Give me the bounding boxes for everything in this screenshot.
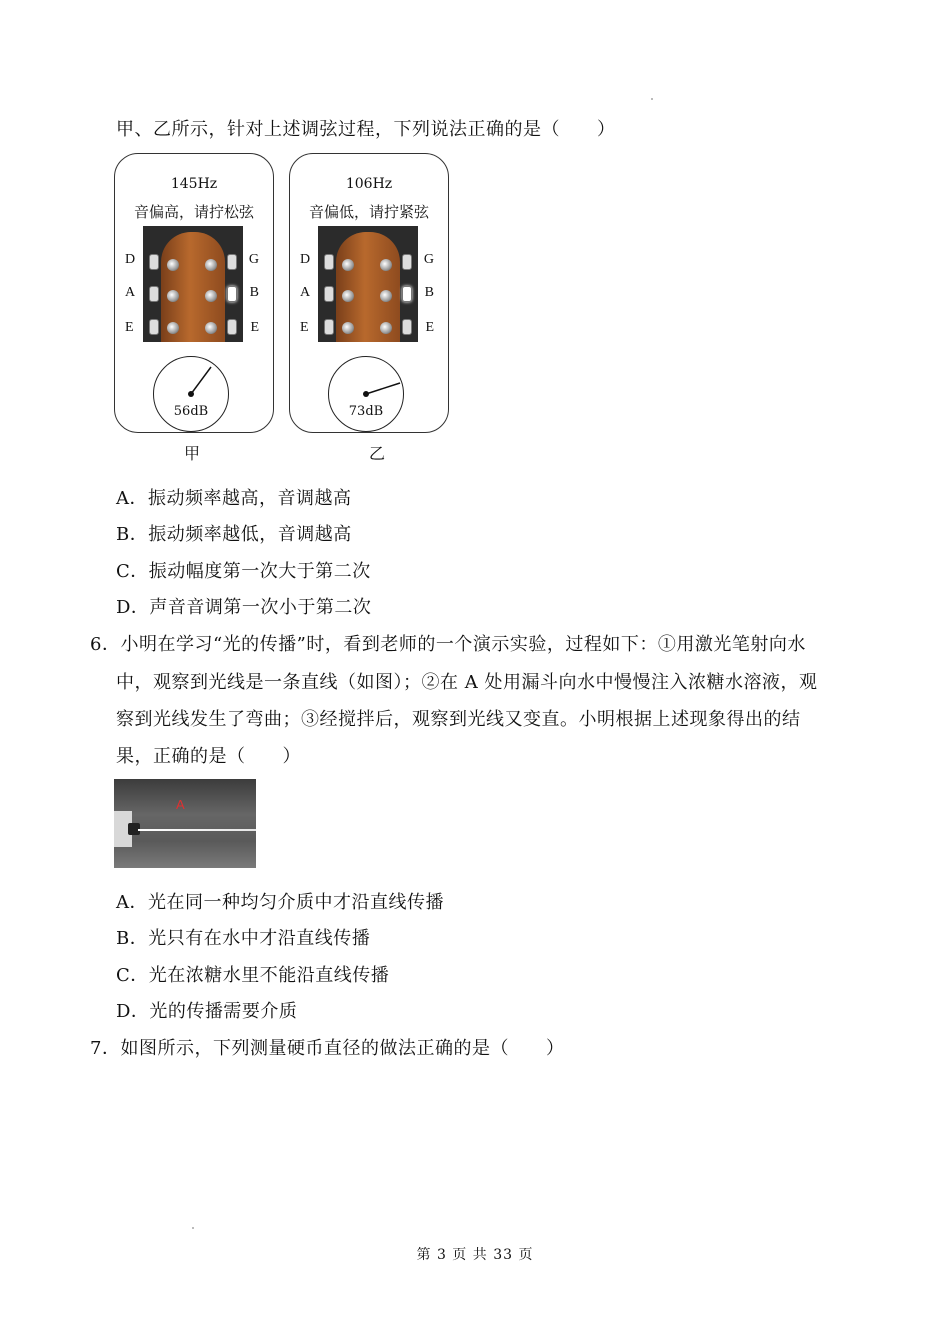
- tuner-message: 音偏低，请拧紧弦: [308, 203, 429, 221]
- string-label: G: [248, 252, 259, 267]
- frequency-readout: 145Hz: [170, 176, 218, 192]
- q6-option-a: A．光在同一种均匀介质中才沿直线传播: [116, 892, 444, 913]
- string-label: E: [250, 320, 259, 335]
- q6-stem-line: 中，观察到光线是一条直线（如图）；②在 A 处用漏斗向水中慢慢注入浓糖水溶液，观: [116, 672, 818, 693]
- q6-stem-line: 察到光线发生了弯曲；③经搅拌后，观察到光线又变直。小明根据上述现象得出的结: [116, 709, 801, 730]
- figure-caption-jia: 甲: [184, 444, 201, 463]
- string-label: B: [424, 285, 434, 300]
- tuner-message: 音偏高，请拧松弦: [133, 203, 254, 221]
- gauge-needle-icon: [153, 356, 229, 432]
- scan-dot: [651, 98, 653, 100]
- q5-option-b: B．振动频率越低，音调越高: [116, 524, 352, 545]
- decibel-gauge: [153, 356, 229, 432]
- q5-option-d: D．声音音调第一次小于第二次: [116, 597, 372, 618]
- q6-option-c: C．光在浓糖水里不能沿直线传播: [116, 965, 390, 986]
- decibel-readout: 56dB: [173, 404, 209, 419]
- string-label: A: [125, 285, 136, 300]
- decibel-gauge: [328, 356, 404, 432]
- question-5-stem: 甲、乙所示，针对上述调弦过程，下列说法正确的是（ ）: [116, 119, 616, 140]
- guitar-headstock-image: [318, 226, 418, 342]
- figure-caption-yi: 乙: [369, 444, 386, 463]
- string-label: E: [425, 320, 434, 335]
- string-label: D: [125, 252, 136, 267]
- q5-option-c: C．振动幅度第一次大于第二次: [116, 561, 371, 582]
- string-label: D: [300, 252, 311, 267]
- gauge-needle-icon: [328, 356, 404, 432]
- laser-experiment-photo: [114, 779, 256, 868]
- q6-option-b: B．光只有在水中才沿直线传播: [116, 928, 371, 949]
- string-label: A: [300, 285, 311, 300]
- point-a-label: A: [176, 797, 185, 812]
- q5-option-a: A．振动频率越高，音调越高: [116, 488, 352, 509]
- scan-dot: [192, 1227, 194, 1229]
- q6-stem-line: 6．小明在学习“光的传播”时，看到老师的一个演示实验，过程如下：①用激光笔射向水: [90, 634, 806, 655]
- string-label: B: [249, 285, 259, 300]
- q6-stem-line: 果，正确的是（ ）: [116, 746, 301, 767]
- string-label: E: [125, 320, 134, 335]
- frequency-readout: 106Hz: [345, 176, 393, 192]
- guitar-headstock-image: [143, 226, 243, 342]
- string-label: G: [423, 252, 434, 267]
- q7-stem: 7．如图所示，下列测量硬币直径的做法正确的是（ ）: [90, 1038, 565, 1059]
- string-label: E: [300, 320, 309, 335]
- tuner-phone-yi: [289, 153, 449, 433]
- tuner-phone-jia: [114, 153, 274, 433]
- q6-option-d: D．光的传播需要介质: [116, 1001, 298, 1022]
- page-footer: 第 3 页 共 33 页: [416, 1247, 534, 1263]
- decibel-readout: 73dB: [348, 404, 384, 419]
